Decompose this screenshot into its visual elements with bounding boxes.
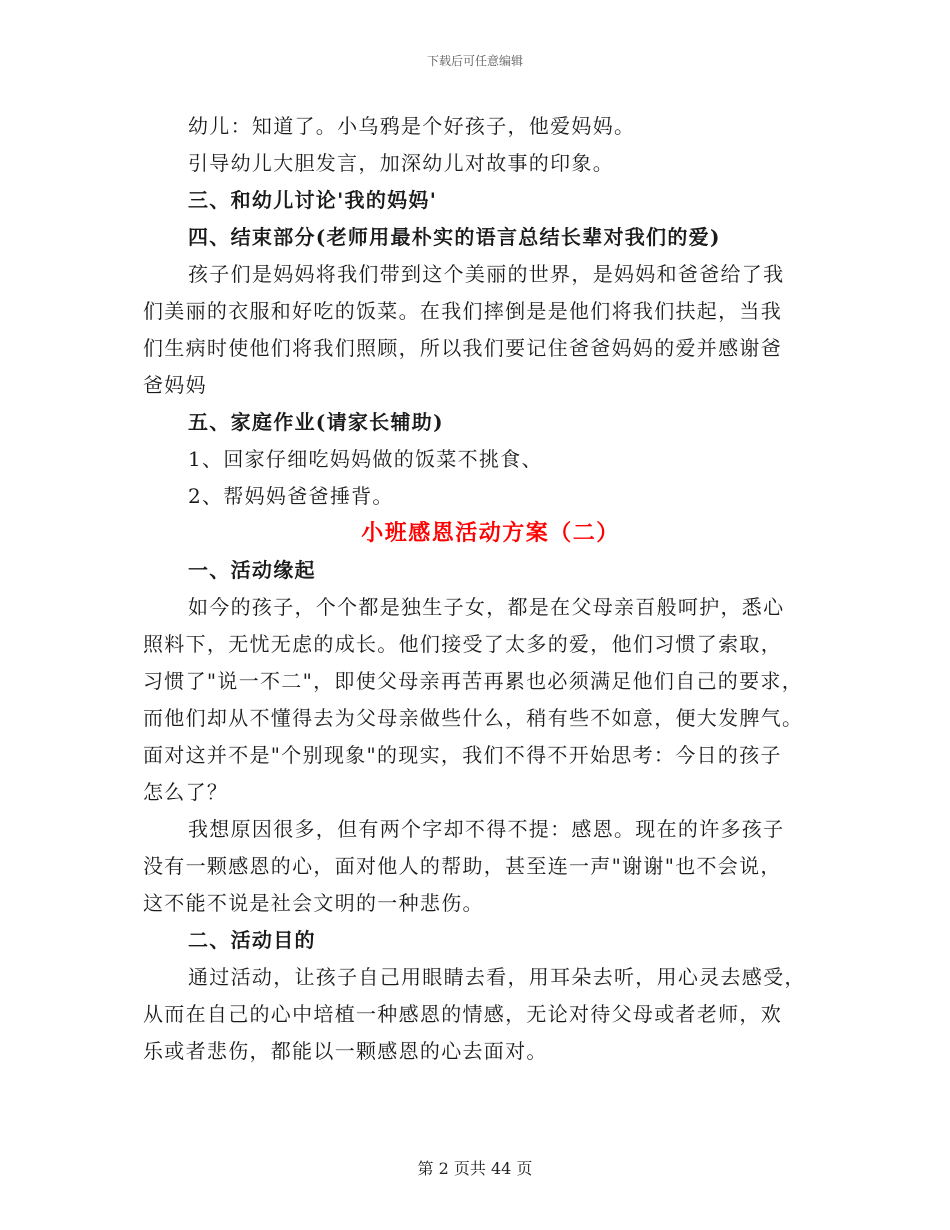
section-heading: 五、家庭作业(请家长辅助) bbox=[188, 410, 444, 434]
section-heading: 一、活动缘起 bbox=[188, 558, 316, 582]
paragraph-line: 幼儿：知道了。小乌鸦是个好孩子，他爱妈妈。 bbox=[188, 114, 636, 138]
paragraph-line: 怎么了？ bbox=[143, 780, 229, 804]
paragraph-line: 照料下，无忧无虑的成长。他们接受了太多的爱，他们习惯了索取， bbox=[143, 632, 782, 656]
paragraph-line: 面对这并不是"个别现象"的现实，我们不得不开始思考：今日的孩子 bbox=[143, 743, 782, 767]
paragraph-line: 引导幼儿大胆发言，加深幼儿对故事的印象。 bbox=[188, 151, 614, 175]
paragraph-line: 2、帮妈妈爸爸捶背。 bbox=[188, 484, 394, 508]
paragraph-line: 们生病时使他们将我们照顾，所以我们要记住爸爸妈妈的爱并感谢爸 bbox=[143, 336, 782, 360]
paragraph-line: 乐或者悲伤，都能以一颗感恩的心去面对。 bbox=[143, 1039, 548, 1063]
paragraph-line: 这不能不说是社会文明的一种悲伤。 bbox=[143, 891, 484, 915]
paragraph-line: 孩子们是妈妈将我们带到这个美丽的世界，是妈妈和爸爸给了我 bbox=[188, 262, 785, 286]
section-heading: 四、结束部分(老师用最朴实的语言总结长辈对我们的爱) bbox=[188, 225, 721, 249]
paragraph-line: 如今的孩子，个个都是独生子女，都是在父母亲百般呵护，悉心 bbox=[188, 595, 785, 619]
document-body bbox=[143, 108, 813, 1070]
paragraph-line: 而他们却从不懂得去为父母亲做些什么，稍有些不如意，便大发脾气。 bbox=[143, 706, 804, 730]
paragraph-line: 我想原因很多，但有两个字却不得不提：感恩。现在的许多孩子 bbox=[188, 817, 785, 841]
paragraph-line: 通过活动，让孩子自己用眼睛去看，用耳朵去听，用心灵去感受， bbox=[188, 965, 806, 989]
section-heading: 二、活动目的 bbox=[188, 928, 316, 952]
paragraph-line: 习惯了"说一不二"，即使父母亲再苦再累也必须满足他们自己的要求， bbox=[143, 669, 803, 693]
paragraph-line: 爸妈妈 bbox=[143, 373, 207, 397]
paragraph-line: 1、回家仔细吃妈妈做的饭菜不挑食、 bbox=[188, 447, 543, 471]
paragraph-line: 们美丽的衣服和好吃的饭菜。在我们摔倒是是他们将我们扶起，当我 bbox=[143, 299, 782, 323]
page-footer: 第 2 页共 44 页 bbox=[417, 1159, 533, 1178]
paragraph-line: 从而在自己的心中培植一种感恩的情感，无论对待父母或者老师，欢 bbox=[143, 1002, 782, 1026]
page-header: 下载后可任意编辑 bbox=[426, 54, 523, 68]
paragraph-line: 没有一颗感恩的心，面对他人的帮助，甚至连一声"谢谢"也不会说， bbox=[143, 854, 782, 878]
section-heading: 三、和幼儿讨论'我的妈妈' bbox=[188, 188, 438, 212]
document-title: 小班感恩活动方案（二） bbox=[361, 520, 620, 546]
